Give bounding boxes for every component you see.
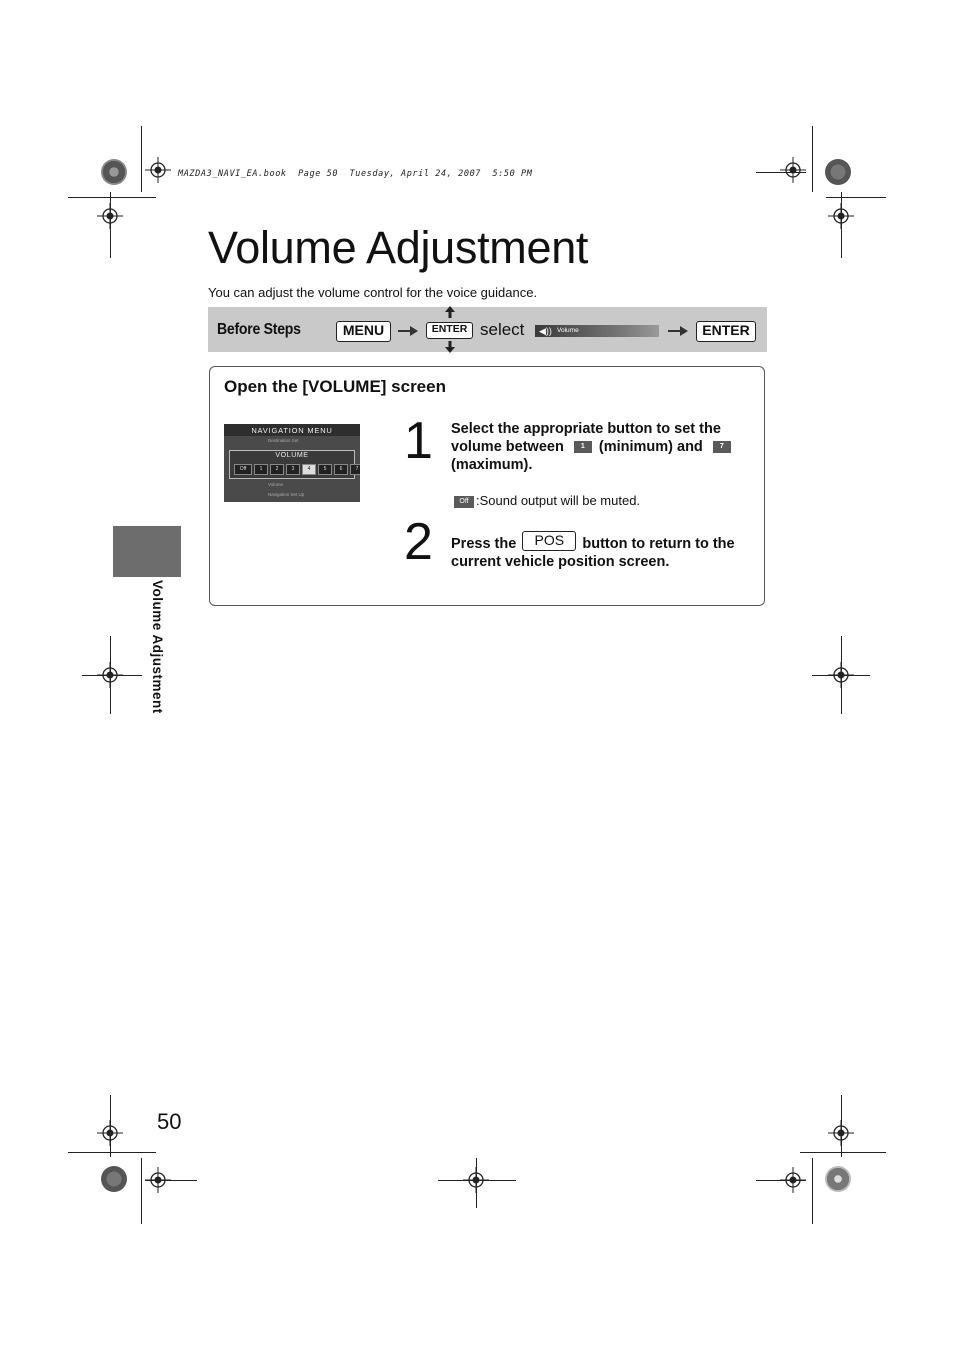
screenshot-level-button: 3 (286, 464, 300, 475)
step-2-text (451, 531, 756, 571)
screenshot-level-button: 2 (270, 464, 284, 475)
registration-dot-icon (825, 1166, 851, 1192)
step-1-line-1: Select the appropriate button to set the (451, 421, 721, 437)
level-7-key: 7 (713, 441, 731, 453)
step-2-line-2: current vehicle position screen. (451, 554, 670, 570)
arrow-right-icon (398, 330, 416, 332)
registration-mark-icon (463, 1167, 489, 1193)
screenshot-level-button: Off (234, 464, 252, 475)
step-2-press-text: Press the (451, 536, 517, 552)
registration-mark-icon (97, 1120, 123, 1146)
volume-menu-item (535, 325, 659, 337)
step-2-number: 2 (404, 513, 433, 571)
arrow-right-icon (668, 330, 686, 332)
screenshot-menu-title: NAVIGATION MENU (224, 424, 360, 436)
registration-mark-icon (828, 662, 854, 688)
panel-title: Open the [VOLUME] screen (224, 377, 446, 396)
before-steps-label: Before Steps (217, 321, 301, 338)
step-1-line-3: (maximum). (451, 457, 533, 473)
file-header-line: MAZDA3_NAVI_EA.book Page 50 Tuesday, April 24, 2007 5:50 PM (178, 169, 533, 179)
registration-dot-icon (101, 1166, 127, 1192)
screenshot-level-button: 5 (318, 464, 332, 475)
off-note-text: :Sound output will be muted. (476, 493, 641, 508)
screenshot-item-volume: Volume (268, 482, 284, 487)
step-1-line-2 (451, 438, 751, 456)
page-number: 50 (157, 1109, 182, 1134)
screenshot-level-button: 6 (334, 464, 348, 475)
menu-key: MENU (336, 321, 391, 342)
screenshot-volume-popup (229, 450, 359, 479)
registration-mark-icon (780, 1167, 806, 1193)
step-1-note (454, 493, 640, 508)
speaker-icon: ◀)) (539, 326, 552, 336)
level-1-key: 1 (574, 441, 592, 453)
registration-dot-icon (825, 159, 851, 185)
screenshot-level-button: 7 (350, 464, 360, 475)
volume-menu-item-label: Volume (557, 327, 579, 334)
step-1-text (451, 420, 751, 474)
screenshot-volume-title: VOLUME (275, 452, 309, 459)
enter-key: ENTER (696, 321, 756, 342)
registration-mark-icon (828, 1120, 854, 1146)
screenshot-level-row (234, 464, 360, 475)
screenshot-item-destination: Destination Set (268, 438, 299, 443)
pos-key: POS (522, 531, 576, 551)
down-arrow-icon (444, 341, 456, 353)
step-2-return-text: button to return to the (582, 536, 735, 552)
registration-mark-icon (145, 157, 171, 183)
step-1-minimum-text: (minimum) and (598, 439, 703, 455)
enter-joystick-key: ENTER (426, 322, 473, 339)
registration-dot-icon (101, 159, 127, 185)
screenshot-level-button: 4 (302, 464, 316, 475)
screenshot-item-nav-setup: Navigation Set Up (268, 492, 305, 497)
screenshot-level-button: 1 (254, 464, 268, 475)
side-tab-text: Volume Adjustment (150, 580, 165, 714)
step-1-between-text: volume between (451, 439, 564, 455)
intro-text: You can adjust the volume control for the voice guidance. (208, 285, 538, 300)
step-2-line-1 (451, 531, 756, 553)
registration-mark-icon (97, 203, 123, 229)
side-tab (113, 526, 181, 577)
off-key: Off (454, 496, 474, 508)
registration-mark-icon (828, 203, 854, 229)
registration-mark-icon (780, 157, 806, 183)
page-title: Volume Adjustment (208, 222, 589, 273)
registration-mark-icon (97, 662, 123, 688)
up-arrow-icon (444, 306, 456, 318)
volume-screen-screenshot (224, 424, 360, 502)
step-1-number: 1 (404, 412, 433, 470)
select-text: select (480, 320, 525, 339)
